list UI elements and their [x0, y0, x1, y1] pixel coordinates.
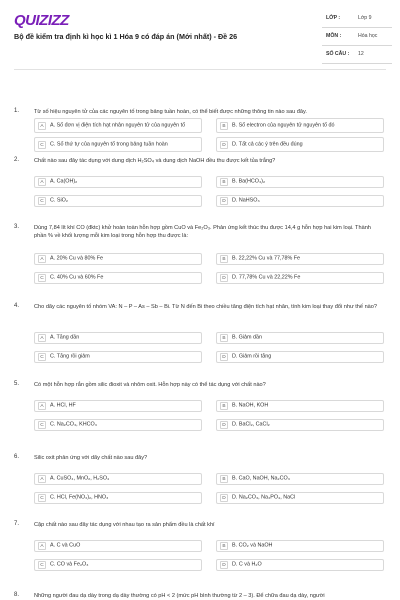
option-letter-badge: D	[220, 494, 228, 502]
worksheet-header	[0, 0, 400, 64]
option-letter-badge: A	[38, 542, 46, 550]
quizizz-logo: QUIZIZZ	[14, 12, 69, 29]
question-text: Silic oxit phản ứng với dãy chất nào sau đây?	[34, 455, 148, 461]
option-letter-badge: A	[38, 475, 46, 483]
answer-option-d[interactable]	[216, 137, 384, 152]
option-letter-badge: D	[220, 197, 228, 205]
answer-option-a[interactable]	[34, 118, 202, 133]
question-number: 1.	[14, 108, 20, 114]
option-text: C. Na₂CO₃, KHCO₃	[50, 421, 97, 428]
answer-option-a[interactable]	[34, 400, 202, 412]
option-letter-badge: B	[220, 402, 228, 410]
option-letter-badge: C	[38, 353, 46, 361]
answer-option-b[interactable]	[216, 253, 384, 265]
meta-box	[322, 13, 392, 67]
option-text: A. 20% Cu và 80% Fe	[50, 255, 104, 262]
option-letter-badge: B	[220, 542, 228, 550]
option-letter-badge: B	[220, 475, 228, 483]
meta-value: Hóa học	[358, 33, 378, 39]
question-text: Chất nào sau đây tác dụng với dung dịch H₂SO₄ và dung dịch NaOH đều thu được kết tủa trắng?	[34, 158, 276, 164]
option-letter-badge: A	[38, 255, 46, 263]
option-letter-badge: C	[38, 421, 46, 429]
answer-option-a[interactable]	[34, 473, 202, 485]
option-text: B. Ba(HCO₃)₂	[232, 178, 266, 185]
answer-option-d[interactable]	[216, 492, 384, 504]
question-number: 7.	[14, 521, 20, 527]
option-text: C. CO và Fe₂O₃	[50, 561, 89, 568]
answer-option-d[interactable]	[216, 195, 384, 207]
question-number: 2.	[14, 157, 20, 163]
option-text: A. Ca(OH)₂	[50, 178, 78, 185]
answer-option-a[interactable]	[34, 540, 202, 552]
question-text: Từ số hiệu nguyên tử của các nguyên tố trong bảng tuần hoàn, có thể biết được những thông tin nào sau đây.	[34, 109, 307, 115]
answer-option-d[interactable]	[216, 419, 384, 431]
option-letter-badge: D	[220, 561, 228, 569]
question-number: 8.	[14, 592, 20, 598]
option-text: D. Na₂CO₃, Na₃PO₄, NaCl	[232, 494, 296, 501]
question-number: 6.	[14, 454, 20, 460]
option-letter-badge: C	[38, 141, 46, 149]
answer-option-b[interactable]	[216, 400, 384, 412]
answer-option-b[interactable]	[216, 332, 384, 344]
option-letter-badge: B	[220, 255, 228, 263]
option-text: D. Giảm rồi tăng	[232, 353, 272, 360]
answer-option-a[interactable]	[34, 176, 202, 188]
option-letter-badge: A	[38, 178, 46, 186]
option-letter-badge: D	[220, 274, 228, 282]
question-number: 4.	[14, 303, 20, 309]
question-text: Cặp chất nào sau đây tác dụng với nhau tạo ra sản phẩm đều là chất khí	[34, 522, 215, 528]
option-letter-badge: B	[220, 178, 228, 186]
option-text: D. C và H₂O	[232, 561, 262, 568]
answer-option-b[interactable]	[216, 540, 384, 552]
option-text: C. SiO₂	[50, 197, 68, 204]
header-divider	[14, 69, 386, 70]
option-letter-badge: C	[38, 197, 46, 205]
option-letter-badge: B	[220, 122, 228, 130]
meta-label: SỐ CÂU :	[326, 51, 350, 57]
option-letter-badge: D	[220, 421, 228, 429]
option-text: D. Tất cả các ý trên đều đúng	[232, 141, 303, 147]
meta-label: MÔN :	[326, 33, 342, 39]
question-text: Dùng 7,84 lít khí CO (đktc) khử hoàn toàn hỗn hợp gồm CuO và Fe₂O₃. Phản ứng kết thúc thu được 14,4 g hỗn hợp hai kim loại. Thành phần % về khối lượng mỗi kim loại trong hỗn hợp thu được là:	[34, 225, 371, 239]
answer-option-d[interactable]	[216, 351, 384, 363]
option-text: D. BaCl₂, CaCl₂	[232, 421, 270, 428]
answer-option-c[interactable]	[34, 351, 202, 363]
option-text: B. Giảm dần	[232, 334, 262, 341]
question-text: Những người đau dạ dày trong dạ dày thường có pH < 2 (mức pH bình thường từ 2 – 3). Để chữa đau dạ dày, người	[34, 593, 325, 599]
answer-option-b[interactable]	[216, 176, 384, 188]
answer-option-c[interactable]	[34, 137, 202, 152]
option-text: A. Số đơn vị điện tích hạt nhân nguyên tử của nguyên tố	[50, 122, 186, 128]
question-text: Cho dãy các nguyên tố nhóm VA: N – P – As – Sb – Bi. Từ N đến Bi theo chiều tăng điện tích hạt nhân, tính kim loại thay đổi như thế nào?	[34, 304, 378, 310]
answer-option-c[interactable]	[34, 559, 202, 571]
option-letter-badge: C	[38, 494, 46, 502]
meta-label: LỚP :	[326, 15, 341, 21]
option-letter-badge: A	[38, 402, 46, 410]
meta-row-subject	[322, 31, 392, 46]
answer-option-a[interactable]	[34, 332, 202, 344]
answer-option-d[interactable]	[216, 272, 384, 284]
option-letter-badge: A	[38, 122, 46, 130]
option-text: C. Tăng rồi giảm	[50, 353, 90, 360]
answer-option-b[interactable]	[216, 118, 384, 133]
option-text: D. 77,78% Cu và 22,22% Fe	[232, 274, 301, 281]
answer-option-c[interactable]	[34, 419, 202, 431]
option-letter-badge: A	[38, 334, 46, 342]
option-text: B. NaOH, KOH	[232, 402, 269, 409]
question-number: 3.	[14, 224, 20, 230]
option-letter-badge: C	[38, 561, 46, 569]
option-text: A. CuSO₄, MnO₂, H₂SO₄	[50, 475, 110, 482]
option-letter-badge: D	[220, 141, 228, 149]
answer-option-c[interactable]	[34, 195, 202, 207]
option-text: B. 22,22% Cu và 77,78% Fe	[232, 255, 301, 262]
answer-option-b[interactable]	[216, 473, 384, 485]
option-text: C. HCl, Fe(NO₃)₂, HNO₃	[50, 494, 109, 501]
meta-value: 12	[358, 51, 364, 57]
meta-row-grade	[322, 13, 392, 28]
option-text: B. CaO, NaOH, Na₂CO₃	[232, 475, 290, 482]
answer-option-a[interactable]	[34, 253, 202, 265]
option-text: A. HCl, HF	[50, 402, 76, 409]
answer-option-c[interactable]	[34, 272, 202, 284]
option-text: C. Số thứ tự của nguyên tố trong bảng tuần hoàn	[50, 141, 168, 147]
answer-option-c[interactable]	[34, 492, 202, 504]
option-letter-badge: D	[220, 353, 228, 361]
option-text: D. NaHSO₃	[232, 197, 260, 204]
option-text: C. 40% Cu và 60% Fe	[50, 274, 104, 281]
meta-row-count	[322, 49, 392, 64]
option-text: B. CO₂ và NaOH	[232, 542, 273, 549]
question-text: Có một hỗn hợp rắn gồm silic đioxit và nhôm oxit. Hỗn hợp này có thể tác dụng với chất nào?	[34, 382, 266, 388]
question-number: 5.	[14, 381, 20, 387]
page-title: Bộ đề kiểm tra định kì học kì 1 Hóa 9 có đáp án (Mới nhất) - Đề 26	[14, 32, 238, 41]
answer-option-d[interactable]	[216, 559, 384, 571]
option-text: A. Tăng dần	[50, 334, 80, 341]
meta-value: Lớp 9	[358, 15, 372, 21]
option-text: B. Số electron của nguyên tử nguyên tố đó	[232, 122, 335, 128]
option-letter-badge: C	[38, 274, 46, 282]
option-letter-badge: B	[220, 334, 228, 342]
option-text: A. C và CuO	[50, 542, 81, 549]
